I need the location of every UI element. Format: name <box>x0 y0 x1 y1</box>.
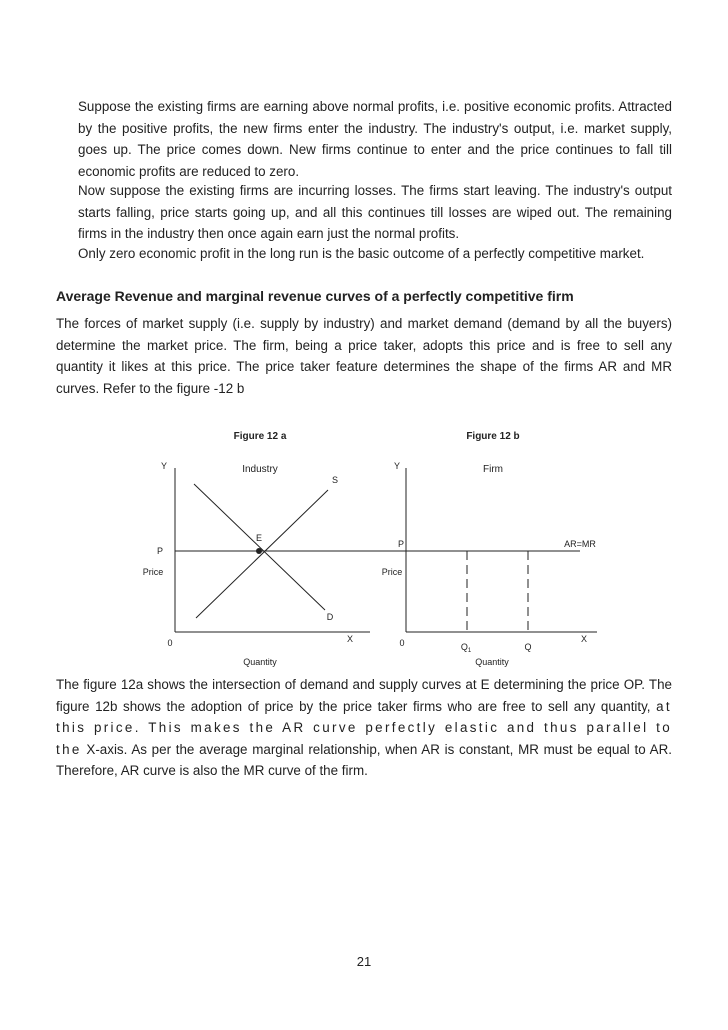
equilibrium-point <box>256 548 262 554</box>
figure-12a-title: Industry <box>242 464 278 475</box>
figure-12a-y-axis-label: Y <box>160 461 168 471</box>
figure-12b-price-label: Price <box>381 567 403 577</box>
equilibrium-label: E <box>255 533 263 543</box>
paragraph-figure-explanation-part2: at this price. This makes the AR curve perfectly elastic and thus parallel to the <box>56 698 672 757</box>
figure-12a-quantity-label: Quantity <box>243 657 277 667</box>
supply-curve <box>196 490 328 618</box>
figure-12b-x-axis-label: X <box>580 634 588 644</box>
figures-12 <box>0 420 728 680</box>
figure-12a-caption: Figure 12 a <box>233 431 287 442</box>
paragraph-market-forces: The forces of market supply (i.e. supply by industry) and market demand (demand by all the buyers) determine the market price. The firm, being a price taker, adopts this price and is free to sell any quantity it likes at this price. The price taker feature determines the shape of the firms AR and MR curves. Refer to the figure -12 b <box>56 316 672 396</box>
figure-12b-caption: Figure 12 b <box>466 431 520 442</box>
figure-12a <box>143 431 400 667</box>
paragraph-profit-entry: Suppose the existing firms are earning above normal profits, i.e. positive economic profits. Attracted by the positive profits, the new firms enter the industry. The industry's output, i.e. market supply, goes up. The price comes down. New firms continue to enter and the price continues to fall till economic profits are reduced to zero. <box>78 99 672 179</box>
section-heading: Average Revenue and marginal revenue curves of a perfectly competitive firm <box>56 288 574 304</box>
figure-12b-title: Firm <box>483 464 503 475</box>
figure-12a-x-axis-label: X <box>346 634 354 644</box>
figure-12a-origin-label: 0 <box>167 638 173 648</box>
supply-curve-label: S <box>331 475 339 485</box>
paragraph-loss-exit: Now suppose the existing firms are incurring losses. The firms start leaving. The industry's output starts falling, price starts going up, and all this continues till losses are wiped out. The remaining firms in the industry then once again earn just the normal profits. <box>78 183 672 241</box>
page-number: 21 <box>356 954 372 969</box>
figures-svg <box>0 420 728 680</box>
figure-12a-price-label: Price <box>142 567 164 577</box>
paragraph-figure-explanation-part1: The figure 12a shows the intersection of demand and supply curves at E determining the price OP. The figure 12b shows the adoption of price by the price taker firms who are free to sell any quantity, <box>56 677 672 714</box>
figure-12b-y-axis-label: Y <box>393 461 401 471</box>
figure-12b-price-point-label: P <box>397 539 405 549</box>
figure-12a-price-point-label: P <box>156 546 164 556</box>
paragraph-figure-explanation-part3: X-axis. As per the average marginal relationship, when AR is constant, MR must be equal to AR. Therefore, AR curve is also the MR curve of the firm. <box>56 741 672 778</box>
paragraph-zero-profit: Only zero economic profit in the long run is the basic outcome of a perfectly competitive market. <box>78 246 645 261</box>
q-label: Q <box>524 642 532 652</box>
paragraph-figure-explanation <box>56 674 672 782</box>
figure-12b-quantity-label: Quantity <box>475 657 509 667</box>
q1-label: $Q_1$ <box>460 642 472 654</box>
demand-curve-label: D <box>326 612 334 622</box>
demand-curve <box>194 484 325 610</box>
figure-12b-origin-label: 0 <box>399 638 405 648</box>
figure-12b <box>382 431 597 667</box>
ar-mr-label: AR=MR <box>564 539 596 549</box>
